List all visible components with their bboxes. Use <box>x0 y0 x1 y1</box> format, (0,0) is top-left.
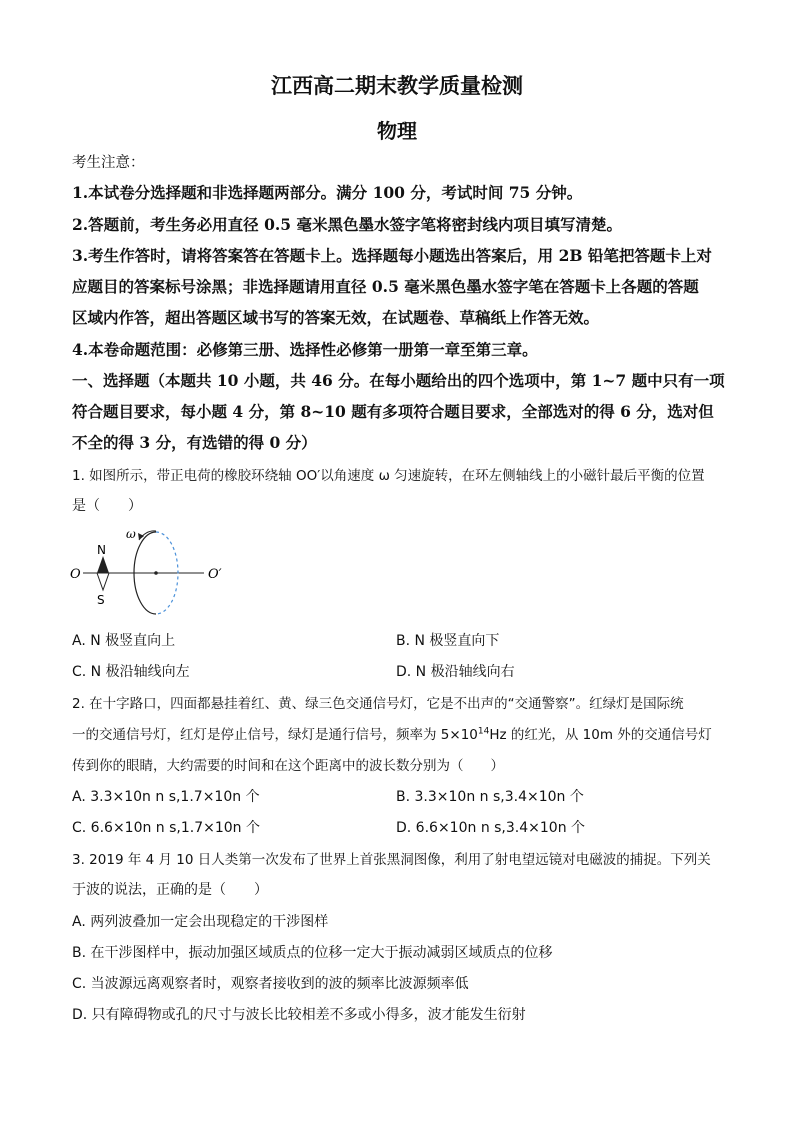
notice-item-3-cont: 应题目的答案标号涂黑；非选择题请用直径 0.5 毫米黑色墨水签字笔在答题卡上各题的答题 <box>72 277 699 296</box>
notice-item-3: 3.考生作答时，请将答案答在答题卡上。选择题每小题选出答案后，用 2B 铅笔把答题卡上对 <box>72 246 712 265</box>
question-3-option-a[interactable]: A. 两列波叠加一定会出现稳定的干涉图样 <box>72 914 329 930</box>
south-label: S <box>97 593 105 607</box>
section-heading-cont2: 不全的得 3 分，有选错的得 0 分） <box>72 433 317 452</box>
question-2-option-a[interactable]: A. 3.3×10n n s,1.7×10n 个 <box>72 789 260 805</box>
question-2-text-cont <box>72 723 712 743</box>
notice-item-4: 4.本卷命题范围：必修第三册、选择性必修第一册第一章至第三章。 <box>72 340 538 359</box>
north-label: N <box>97 543 106 557</box>
ring-center <box>154 571 158 575</box>
subject-title: 物理 <box>377 119 417 143</box>
question-2-exponent: 14 <box>477 726 490 737</box>
axis-label-o-prime: O′ <box>208 567 222 582</box>
question-3-text: 3. 2019 年 4 月 10 日人类第一次发布了世界上首张黑洞图像，利用了射电望远镜对电磁波的捕捉。下列关 <box>72 852 711 868</box>
axis-label-o: O <box>70 567 81 582</box>
question-1-option-c[interactable]: C. N 极沿轴线向左 <box>72 664 190 680</box>
question-3-option-d[interactable]: D. 只有障碍物或孔的尺寸与波长比较相差不多或小得多，波才能发生衍射 <box>72 1007 526 1023</box>
section-heading: 一、选择题（本题共 10 小题，共 46 分。在每小题给出的四个选项中，第 1~7 题中只有一项 <box>72 371 725 390</box>
notice-item-2: 2.答题前，考生务必用直径 0.5 毫米黑色墨水签字笔将密封线内项目填写清楚。 <box>72 215 622 234</box>
omega-label: ω <box>126 527 136 541</box>
question-2-text-cont2: 传到你的眼睛，大约需要的时间和在这个距离中的波长数分别为（ ） <box>72 758 504 774</box>
question-2-option-d[interactable]: D. 6.6×10n n s,3.4×10n 个 <box>396 820 586 836</box>
question-1-option-a[interactable]: A. N 极竖直向上 <box>72 633 176 649</box>
question-2-text-pre: 一的交通信号灯，红灯是停止信号，绿灯是通行信号，频率为 5×10 <box>72 727 478 743</box>
needle-south <box>97 573 109 590</box>
notice-heading: 考生注意： <box>72 155 145 171</box>
question-2-option-c[interactable]: C. 6.6×10n n s,1.7×10n 个 <box>72 820 261 836</box>
notice-item-1: 1.本试卷分选择题和非选择题两部分。满分 100 分，考试时间 75 分钟。 <box>72 183 583 202</box>
page-title: 江西高二期末教学质量检测 <box>271 73 523 98</box>
section-heading-cont: 符合题目要求，每小题 4 分，第 8~10 题有多项符合题目要求，全部选对的得 6 分，选对但 <box>72 402 714 421</box>
question-2-option-b[interactable]: B. 3.3×10n n s,3.4×10n 个 <box>396 789 584 805</box>
notice-item-3-cont2: 区域内作答，超出答题区域书写的答案无效，在试题卷、草稿纸上作答无效。 <box>72 308 600 327</box>
question-1-text-cont: 是（ ） <box>72 498 142 514</box>
question-2-text-post: Hz 的红光，从 10m 外的交通信号灯 <box>489 727 712 743</box>
question-1-option-b[interactable]: B. N 极竖直向下 <box>396 633 500 649</box>
question-2-text: 2. 在十字路口，四面都悬挂着红、黄、绿三色交通信号灯，它是不出声的“交通警察”。红绿灯是国际统 <box>72 696 684 712</box>
question-1-text: 1. 如图所示，带正电荷的橡胶环绕轴 OO′以角速度 ω 匀速旋转，在环左侧轴线上的小磁针最后平衡的位置 <box>72 468 705 484</box>
question-3-option-b[interactable]: B. 在干涉图样中，振动加强区域质点的位移一定大于振动减弱区域质点的位移 <box>72 945 553 961</box>
needle-north <box>97 556 109 573</box>
question-1-option-d[interactable]: D. N 极沿轴线向右 <box>396 664 515 680</box>
question-3-text-cont: 于波的说法，正确的是（ ） <box>72 882 268 898</box>
question-1-figure <box>66 518 246 618</box>
question-3-option-c[interactable]: C. 当波源远离观察者时，观察者接收到的波的频率比波源频率低 <box>72 976 469 992</box>
